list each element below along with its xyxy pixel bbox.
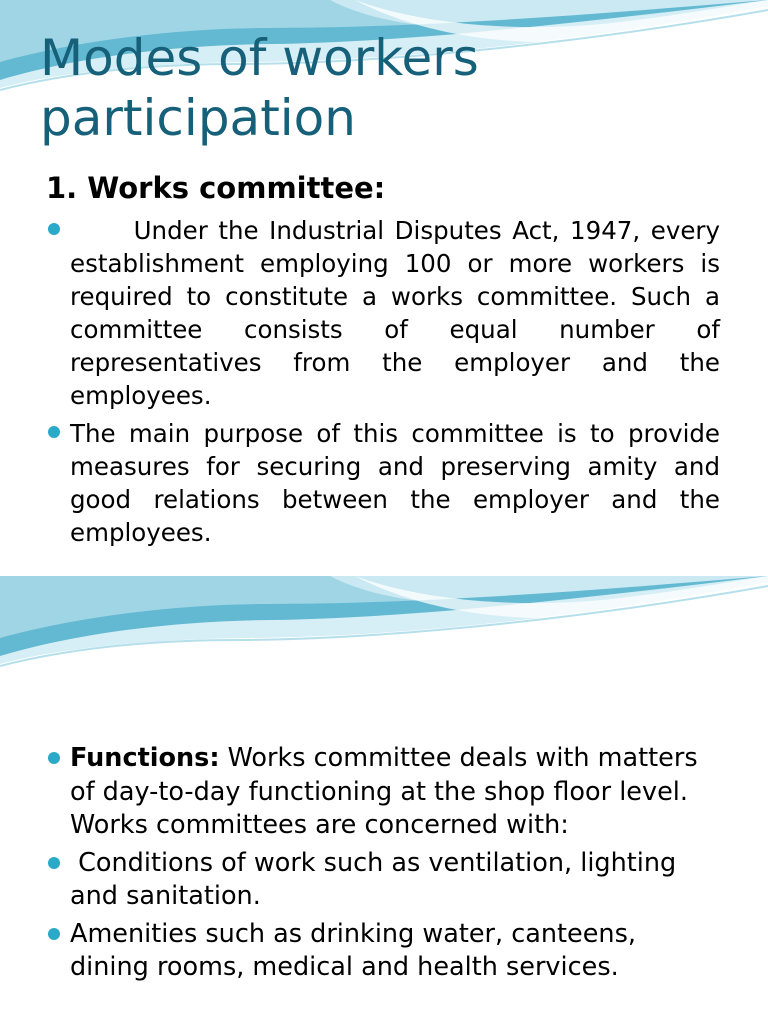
bullet-text: Under the Industrial Disputes Act, 1947, every establishment employing 100 or more workers is required to constitute a works committee. Such a committee consists of equal number of representatives from the employer and the employees. [70, 216, 728, 410]
wave-decoration-top [0, 576, 768, 686]
bullet-item [48, 417, 720, 549]
bullet-item [48, 214, 728, 412]
bullet-list [48, 214, 728, 549]
bullet-icon [48, 223, 60, 235]
bullet-text: Conditions of work such as ventilation, lighting and sanitation. [70, 847, 685, 911]
bullet-icon [48, 752, 60, 764]
bullet-item [48, 918, 720, 985]
bullet-item [48, 847, 720, 914]
bullet-text: The main purpose of this committee is to provide measures for securing and preserving amity and good relations between the employer and the employees. [70, 419, 720, 547]
bullet-text: Amenities such as drinking water, canteens, dining rooms, medical and health services. [70, 918, 636, 982]
bullet-icon [48, 928, 60, 940]
bullet-list [48, 742, 720, 985]
bullet-icon [48, 857, 60, 869]
bullet-icon [48, 426, 60, 438]
bullet-text: Works committee deals with matters of day-to-day functioning at the shop floor level. Works committees are concerned with: [70, 743, 698, 840]
bullet-item [48, 742, 720, 843]
slide-title: Modes of workers participation [40, 29, 479, 147]
bullet-label: Functions: [70, 743, 220, 773]
section-heading: 1. Works committee: [46, 171, 386, 205]
